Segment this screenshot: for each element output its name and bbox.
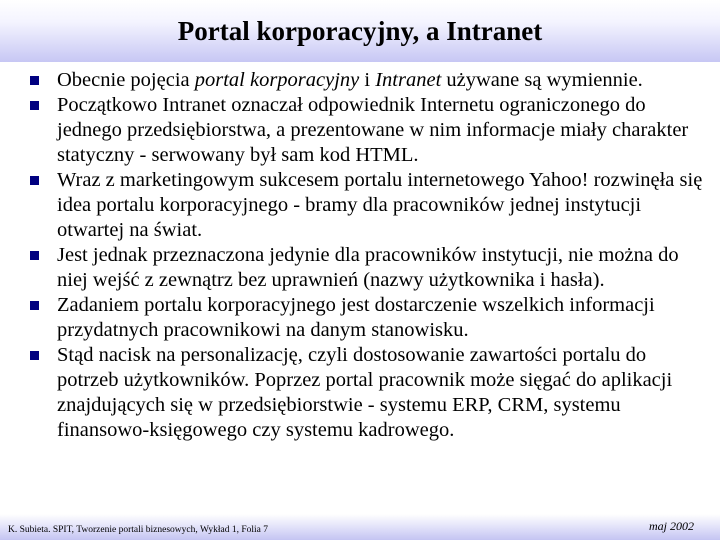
square-bullet-icon: [30, 351, 39, 360]
bullet-text: Początkowo Intranet oznaczał odpowiednik Internetu ograniczonego do jednego przedsiębiorstwa, a prezentowane w nim informacje miały charakter statyczny - serwowany był sam kod HTML.: [57, 94, 689, 166]
bullet-list: [30, 68, 705, 443]
square-bullet-icon: [30, 76, 39, 85]
list-item: [30, 168, 705, 243]
slide-title: Portal korporacyjny, a Intranet: [177, 16, 543, 46]
square-bullet-icon: [30, 101, 39, 110]
list-item: [30, 68, 705, 93]
square-bullet-icon: [30, 251, 39, 260]
list-item: [30, 93, 705, 168]
bullet-text: Zadaniem portalu korporacyjnego jest dostarczenie wszelkich informacji przydatnych pracownikowi na danym stanowisku.: [57, 294, 655, 341]
footer-source: K. Subieta. SPIT, Tworzenie portali biznesowych, Wykład 1, Folia 7: [8, 525, 268, 535]
list-item: [30, 293, 705, 343]
bullet-text-part: Obecnie pojęcia: [57, 69, 195, 91]
bullet-text: Jest jednak przeznaczona jedynie dla pracowników instytucji, nie można do niej wejść z zewnątrz bez uprawnień (nazwy użytkownika i hasła).: [57, 244, 679, 291]
bullet-text: Wraz z marketingowym sukcesem portalu internetowego Yahoo! rozwinęła się idea portalu korporacyjnego - bramy dla pracowników jednej instytucji otwartej na świat.: [57, 169, 703, 241]
bullet-text: Stąd nacisk na personalizację, czyli dostosowanie zawartości portalu do potrzeb użytkowników. Poprzez portal pracownik może sięgać do aplikacji znajdujących się w przedsiębiorstwie - systemu ERP, CRM, systemu finansowo-księgowego czy systemu kadrowego.: [57, 344, 673, 441]
bullet-text-part: i: [359, 69, 376, 91]
bullet-text-part-italic: Intranet: [375, 69, 442, 91]
bullet-text-part: używane są wymiennie.: [441, 69, 643, 91]
list-item: [30, 243, 705, 293]
list-item: [30, 343, 705, 443]
bullet-text: [57, 69, 643, 91]
square-bullet-icon: [30, 301, 39, 310]
square-bullet-icon: [30, 176, 39, 185]
footer-date: maj 2002: [649, 519, 694, 533]
bullet-text-part-italic: portal korporacyjny: [194, 69, 360, 91]
